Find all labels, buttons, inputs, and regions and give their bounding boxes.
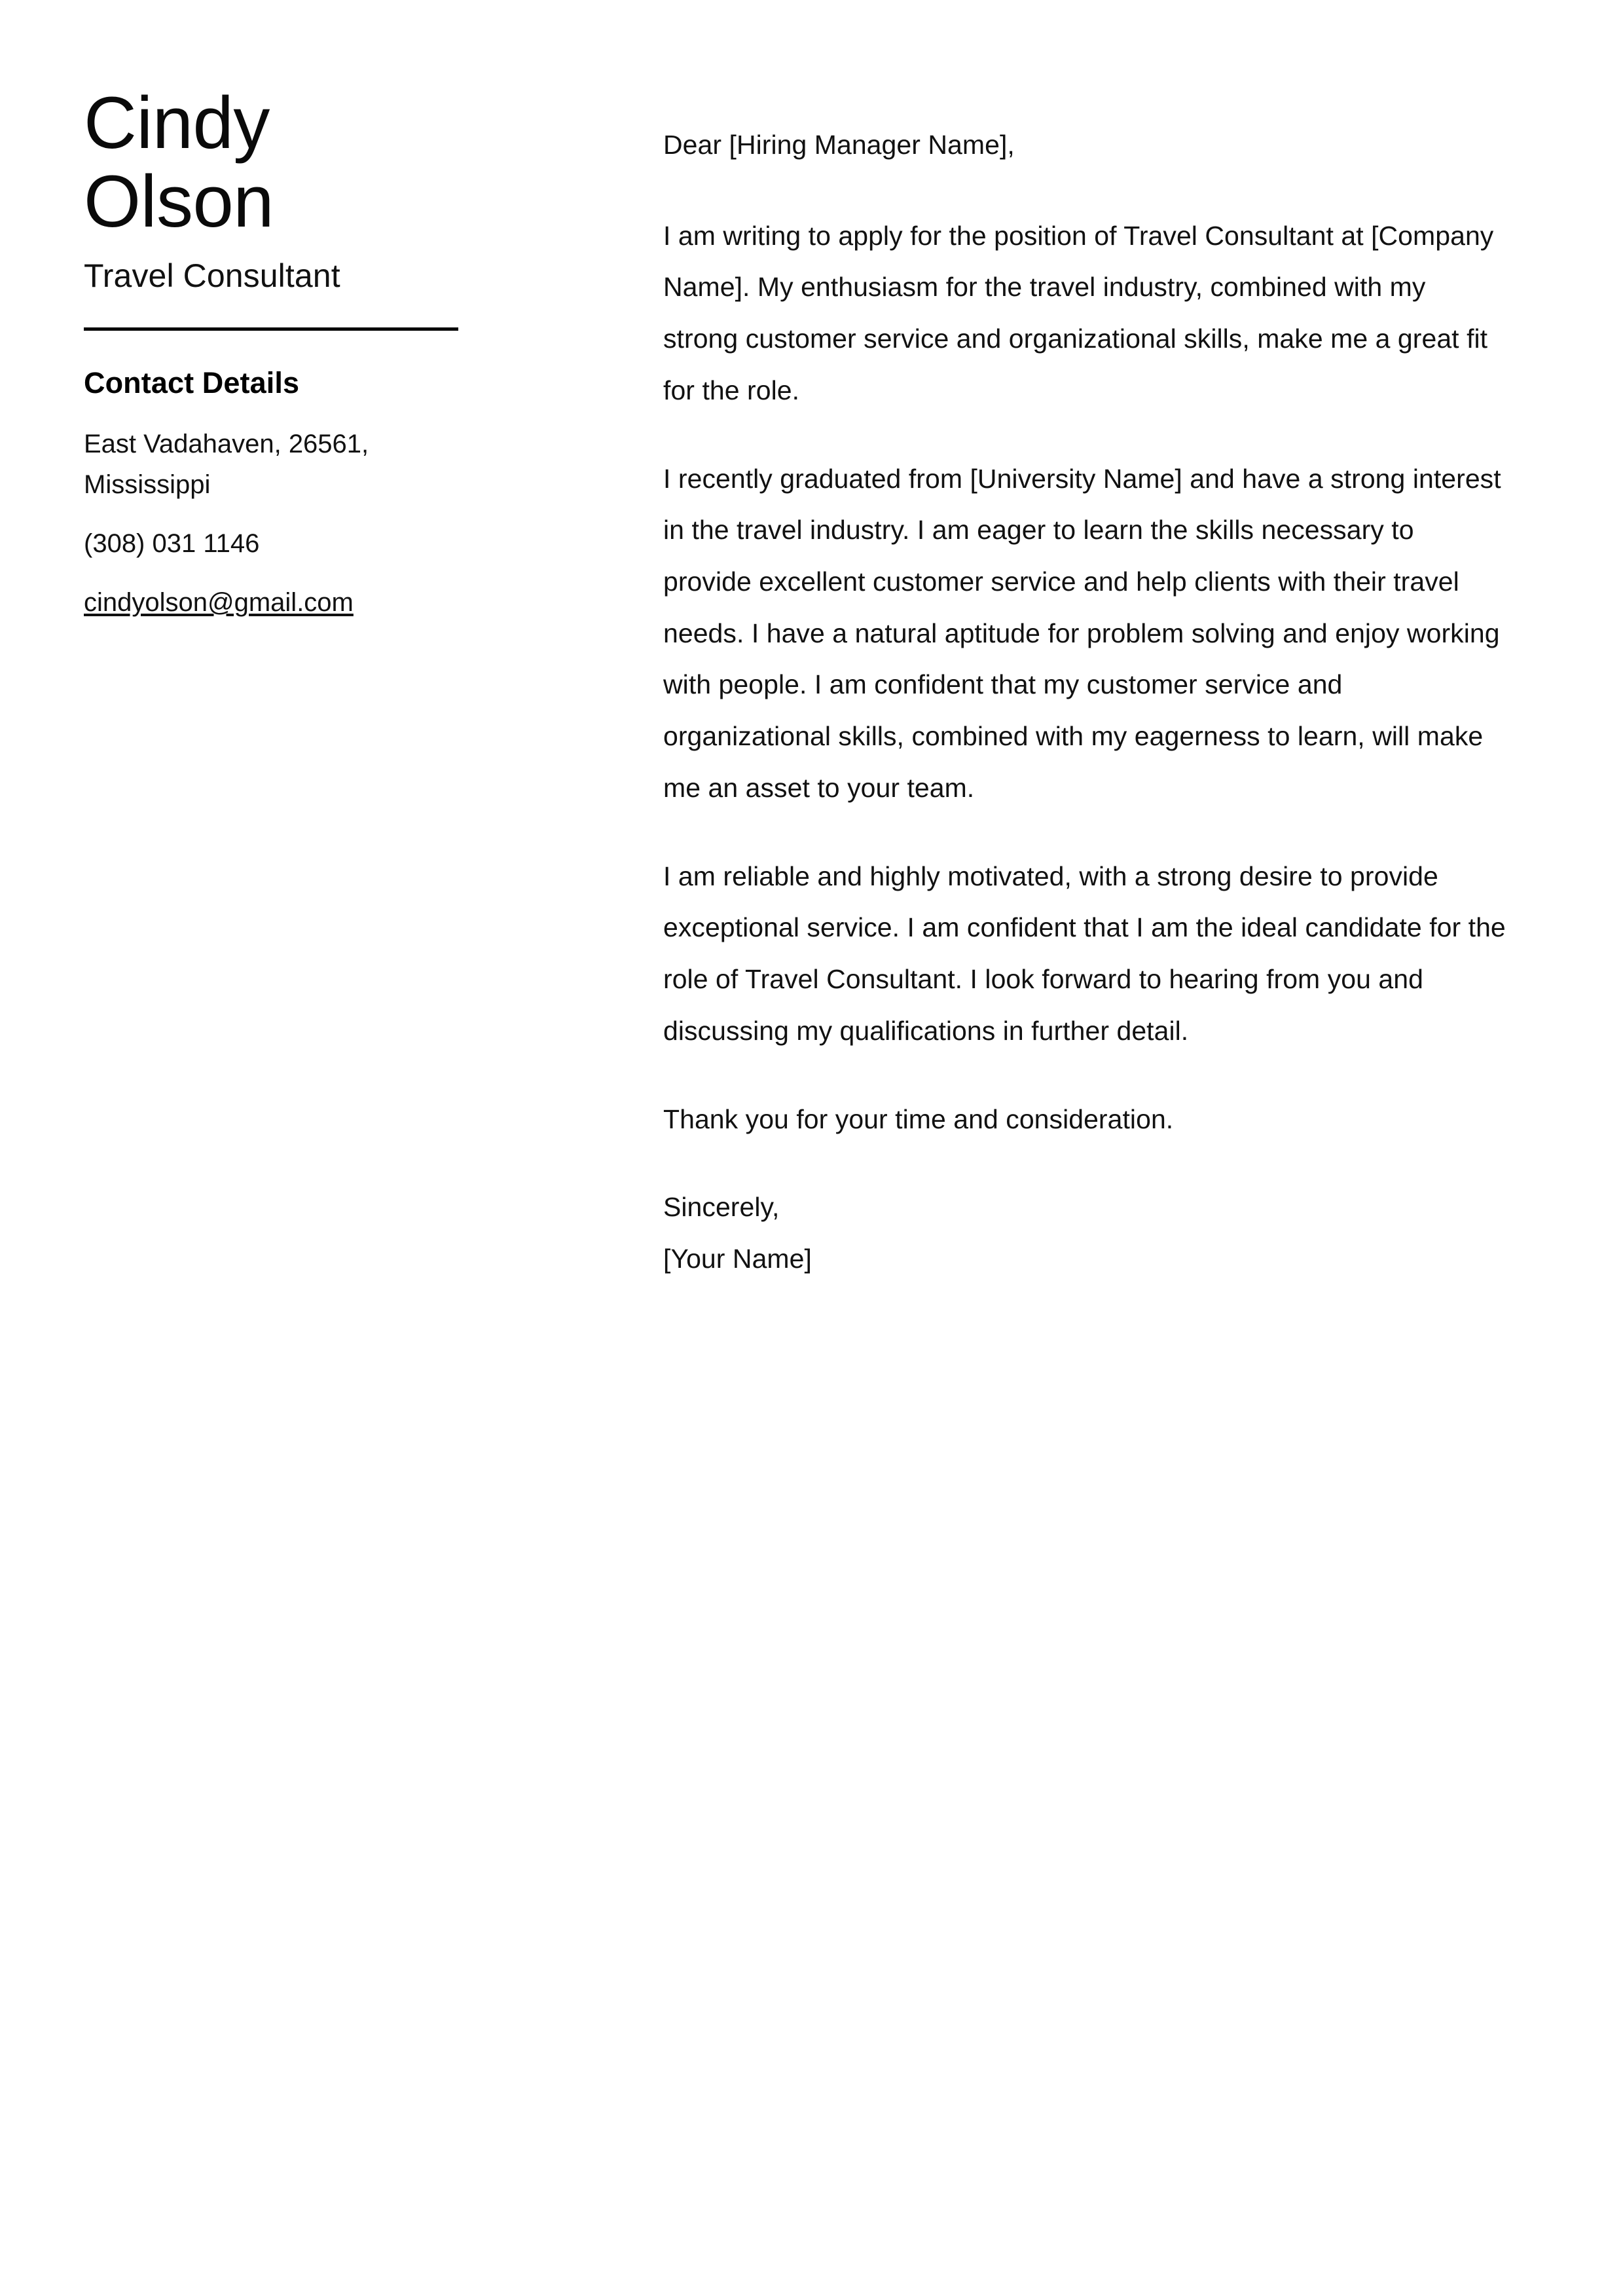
contact-email-link[interactable]: cindyolson@gmail.com — [84, 588, 354, 618]
job-title: Travel Consultant — [84, 257, 340, 294]
letter-thank-you: Thank you for your time and consideration. — [663, 1103, 1174, 1134]
letter-salutation: Dear [Hiring Manager Name], — [663, 130, 1015, 160]
contact-email-item — [84, 582, 437, 623]
sidebar — [84, 84, 470, 623]
letter-paragraph-1: I am writing to apply for the position of Travel Consultant at [Company Name]. My enthusiasm for the travel industry, combined with my strong customer service and organizational skills, make me a great fit for the role. — [663, 220, 1494, 405]
contact-phone: (308) 031 1146 — [84, 529, 260, 559]
contact-address: East Vadahaven, 26561, Mississippi — [84, 430, 369, 500]
letter-body — [663, 119, 1508, 1285]
letter-paragraph-3: I am reliable and highly motivated, with a strong desire to provide exceptional service. I am confident that I am the ideal candidate for the role of Travel Consultant. I look forward to hearing from you and discussing my qualifications in further detail. — [663, 861, 1506, 1046]
letter-signature-name: [Your Name] — [663, 1243, 812, 1274]
last-name: Olson — [84, 160, 274, 242]
header-divider — [84, 327, 458, 331]
candidate-name — [84, 84, 470, 241]
contact-details-heading: Contact Details — [84, 366, 300, 400]
letter-paragraph-2: I recently graduated from [University Name] and have a strong interest in the travel industry. I am eager to learn the skills necessary to provide excellent customer service and help clients with their travel needs. I have a natural aptitude for problem solving and enjoy working with people. I am confident that my customer service and organizational skills, combined with my eagerness to learn, will make me an asset to your team. — [663, 463, 1501, 803]
first-name: Cindy — [84, 82, 270, 164]
letter-closing: Sincerely, — [663, 1192, 780, 1223]
contact-list — [84, 424, 470, 623]
